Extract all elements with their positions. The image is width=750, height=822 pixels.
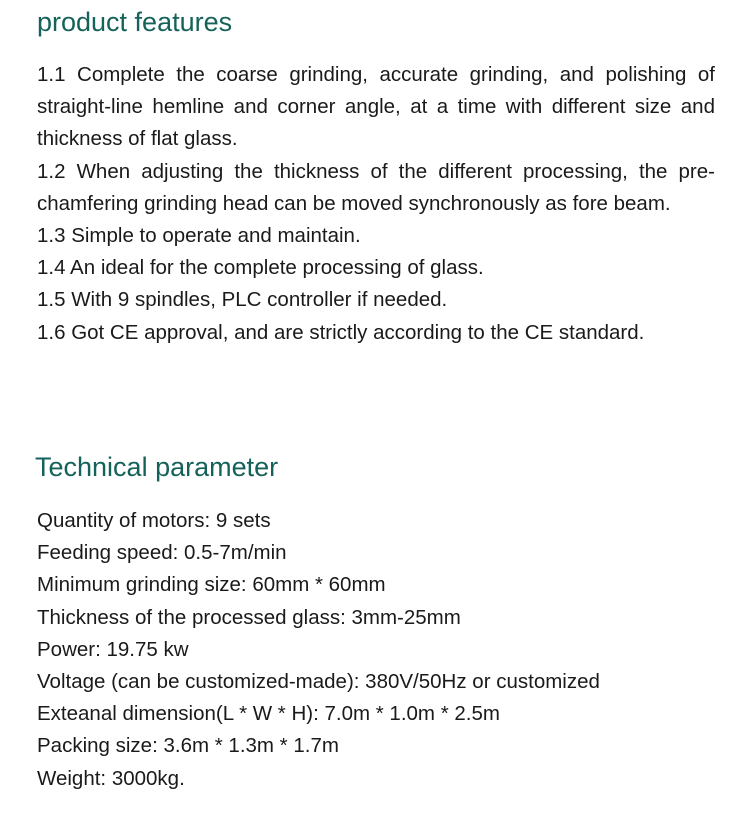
product-features-heading: product features: [37, 7, 233, 37]
parameter-item: Thickness of the processed glass: 3mm-25mm: [37, 605, 461, 629]
parameter-item: Weight: 3000kg.: [37, 766, 185, 790]
feature-item: 1.6 Got CE approval, and are strictly according to the CE standard.: [37, 320, 645, 344]
feature-item: 1.4 An ideal for the complete processing of glass.: [37, 256, 484, 280]
parameter-item: Voltage (can be customized-made): 380V/50Hz or customized: [37, 670, 600, 694]
product-features-list: [37, 59, 715, 349]
feature-item: 1.1 Complete the coarse grinding, accurate grinding, and polishing of straight-line hemline and corner angle, at a time with different size and thickness of flat glass.: [37, 63, 715, 151]
parameter-item: Quantity of motors: 9 sets: [37, 509, 271, 532]
feature-item: 1.2 When adjusting the thickness of the different processing, the pre-chamfering grinding head can be moved synchronously as fore beam.: [37, 159, 715, 215]
technical-parameter-list: [37, 505, 727, 795]
parameter-item: Packing size: 3.6m * 1.3m * 1.7m: [37, 734, 339, 758]
parameter-item: Power: 19.75 kw: [37, 637, 189, 661]
parameter-item: Exteanal dimension(L * W * H): 7.0m * 1.0m * 2.5m: [37, 702, 500, 726]
parameter-item: Feeding speed: 0.5-7m/min: [37, 541, 287, 565]
parameter-item: Minimum grinding size: 60mm * 60mm: [37, 573, 386, 597]
feature-item: 1.3 Simple to operate and maintain.: [37, 224, 361, 248]
technical-parameter-heading: Technical parameter: [35, 452, 279, 482]
feature-item: 1.5 With 9 spindles, PLC controller if needed.: [37, 288, 448, 312]
